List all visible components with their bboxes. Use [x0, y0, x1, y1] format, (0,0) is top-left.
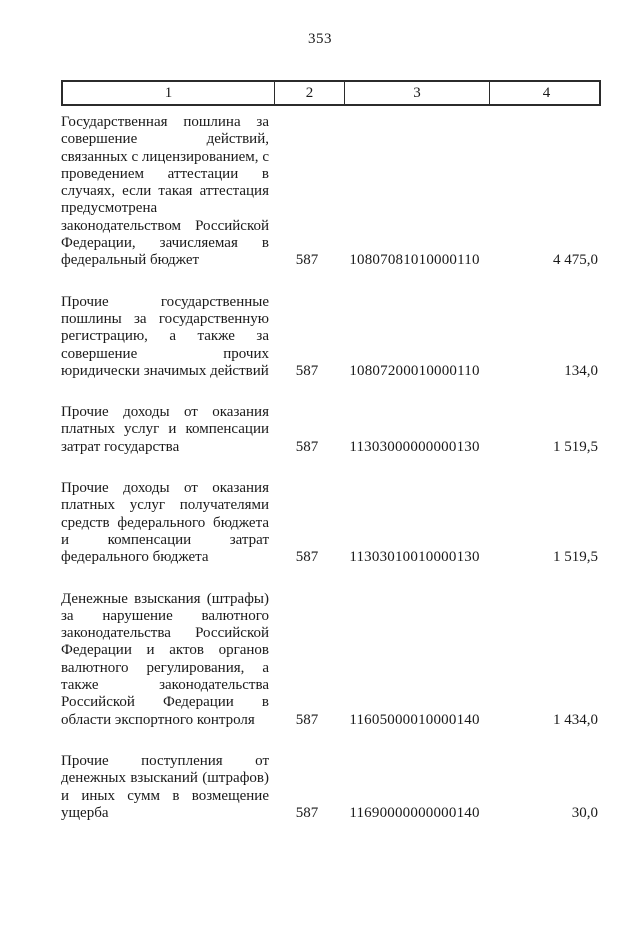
- table-row: [61, 591, 601, 729]
- table-header-row: [61, 80, 601, 106]
- column-header-2: 2: [274, 82, 344, 104]
- column-header-3: 3: [344, 82, 489, 104]
- admin-code: 587: [295, 804, 319, 821]
- budget-revenue-table: [61, 80, 601, 822]
- table-row: [61, 753, 601, 822]
- column-header-1: 1: [164, 85, 173, 101]
- budget-classification-code: 11605000010000140: [349, 711, 480, 728]
- budget-classification-code: 10807200010000110: [349, 362, 480, 379]
- budget-classification-code: 11303010010000130: [349, 549, 480, 566]
- admin-code: 587: [295, 362, 319, 379]
- budget-classification-code: 10807081010000110: [349, 252, 480, 269]
- revenue-name: Прочие доходы от оказания платных услуг и компенсации затрат государства: [61, 404, 269, 455]
- amount: 30,0: [571, 804, 598, 821]
- amount: 1 434,0: [553, 711, 598, 728]
- amount: 1 519,5: [553, 549, 598, 566]
- revenue-name: Государственная пошлина за совершение действий, связанных с лицензированием, с проведением аттестации в случаях, если такая аттестация предусмотрена законодательством Российской Федерации, зачисляемая в федеральный бюджет: [61, 114, 269, 269]
- amount: 4 475,0: [553, 252, 598, 269]
- admin-code: 587: [295, 438, 319, 455]
- revenue-name: Прочие государственные пошлины за государственную регистрацию, а также за совершение прочих юридически значимых действий: [61, 293, 269, 379]
- admin-code: 587: [295, 711, 319, 728]
- revenue-name: Прочие доходы от оказания платных услуг получателями средств федерального бюджета и компенсации затрат федерального бюджета: [61, 480, 269, 566]
- budget-classification-code: 11690000000000140: [349, 804, 480, 821]
- revenue-name: Прочие поступления от денежных взысканий (штрафов) и иных сумм в возмещение ущерба: [61, 752, 269, 821]
- amount: 134,0: [564, 362, 598, 379]
- budget-classification-code: 11303000000000130: [349, 438, 480, 455]
- table-row: [61, 294, 601, 380]
- table-row: [61, 480, 601, 566]
- table-row: [61, 114, 601, 270]
- amount: 1 519,5: [553, 438, 598, 455]
- column-header-4: 4: [489, 82, 603, 104]
- admin-code: 587: [295, 549, 319, 566]
- table-row: [61, 404, 601, 456]
- page-number: 353: [308, 31, 332, 47]
- admin-code: 587: [295, 252, 319, 269]
- revenue-name: Денежные взыскания (штрафы) за нарушение валютного законодательства Российской Федерации и актов органов валютного регулирования, а также законодательства Российской Федерации в области экспортного контроля: [61, 590, 269, 728]
